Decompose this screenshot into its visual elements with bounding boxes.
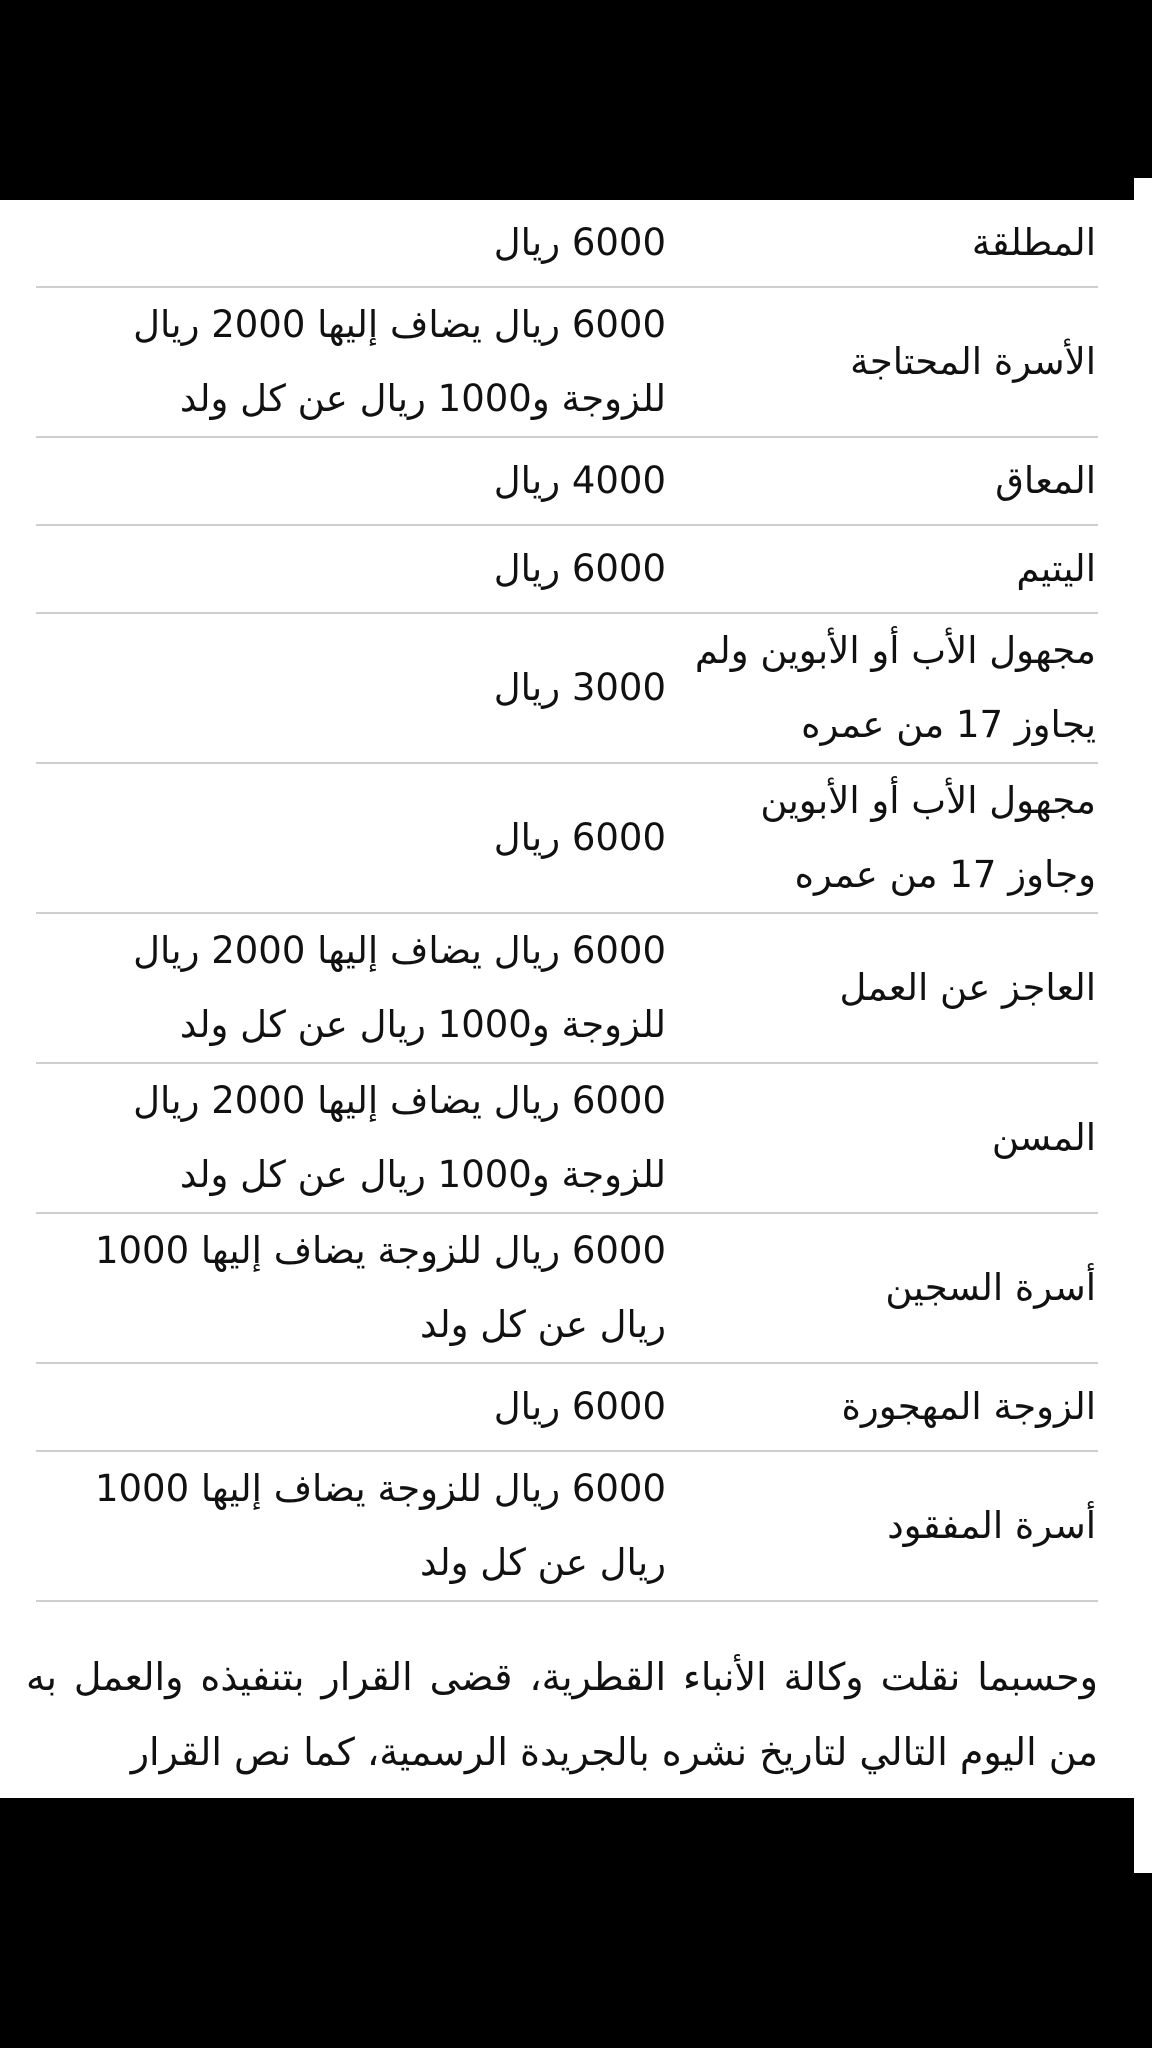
category-cell: أسرة المفقود xyxy=(666,1451,1098,1601)
table-row xyxy=(36,437,1098,525)
category-cell: المعاق xyxy=(666,437,1098,525)
category-cell: المسن xyxy=(666,1063,1098,1213)
amount-cell: 6000 ريال يضاف إليها 2000 ريال للزوجة و1000 ريال عن كل ولد xyxy=(36,1063,666,1213)
bottom-black-bar xyxy=(0,1798,1134,2048)
category-cell: أسرة السجين xyxy=(666,1213,1098,1363)
category-cell: اليتيم xyxy=(666,525,1098,613)
category-cell: العاجز عن العمل xyxy=(666,913,1098,1063)
amount-cell: 6000 ريال يضاف إليها 2000 ريال للزوجة و1000 ريال عن كل ولد xyxy=(36,913,666,1063)
category-cell: مجهول الأب أو الأبوين ولم يجاوز 17 من عمره xyxy=(666,613,1098,763)
article-paragraph: وحسبما نقلت وكالة الأنباء القطرية، قضى القرار بتنفيذه والعمل به من اليوم التالي لتاريخ نشره بالجريدة الرسمية، كما نص القرار xyxy=(26,1655,1098,1774)
table-row xyxy=(36,913,1098,1063)
table-row xyxy=(36,1063,1098,1213)
amount-cell: 4000 ريال xyxy=(36,437,666,525)
table-row xyxy=(36,613,1098,763)
edge-strip xyxy=(1134,178,1152,1873)
benefits-table xyxy=(36,200,1098,1602)
article-content xyxy=(0,200,1134,1798)
table-row xyxy=(36,1213,1098,1363)
amount-cell: 6000 ريال يضاف إليها 2000 ريال للزوجة و1000 ريال عن كل ولد xyxy=(36,287,666,437)
table-row xyxy=(36,763,1098,913)
category-cell: الأسرة المحتاجة xyxy=(666,287,1098,437)
top-black-bar xyxy=(0,0,1152,200)
table-row xyxy=(36,1451,1098,1601)
table-row xyxy=(36,287,1098,437)
amount-cell: 6000 ريال xyxy=(36,200,666,287)
category-cell: مجهول الأب أو الأبوين وجاوز 17 من عمره xyxy=(666,763,1098,913)
amount-cell: 6000 ريال xyxy=(36,525,666,613)
amount-cell: 6000 ريال للزوجة يضاف إليها 1000 ريال عن كل ولد xyxy=(36,1451,666,1601)
category-cell: المطلقة xyxy=(666,200,1098,287)
table-row xyxy=(36,200,1098,287)
amount-cell: 3000 ريال xyxy=(36,613,666,763)
table-row xyxy=(36,1363,1098,1451)
amount-cell: 6000 ريال xyxy=(36,763,666,913)
amount-cell: 6000 ريال للزوجة يضاف إليها 1000 ريال عن كل ولد xyxy=(36,1213,666,1363)
amount-cell: 6000 ريال xyxy=(36,1363,666,1451)
category-cell: الزوجة المهجورة xyxy=(666,1363,1098,1451)
table-row xyxy=(36,525,1098,613)
